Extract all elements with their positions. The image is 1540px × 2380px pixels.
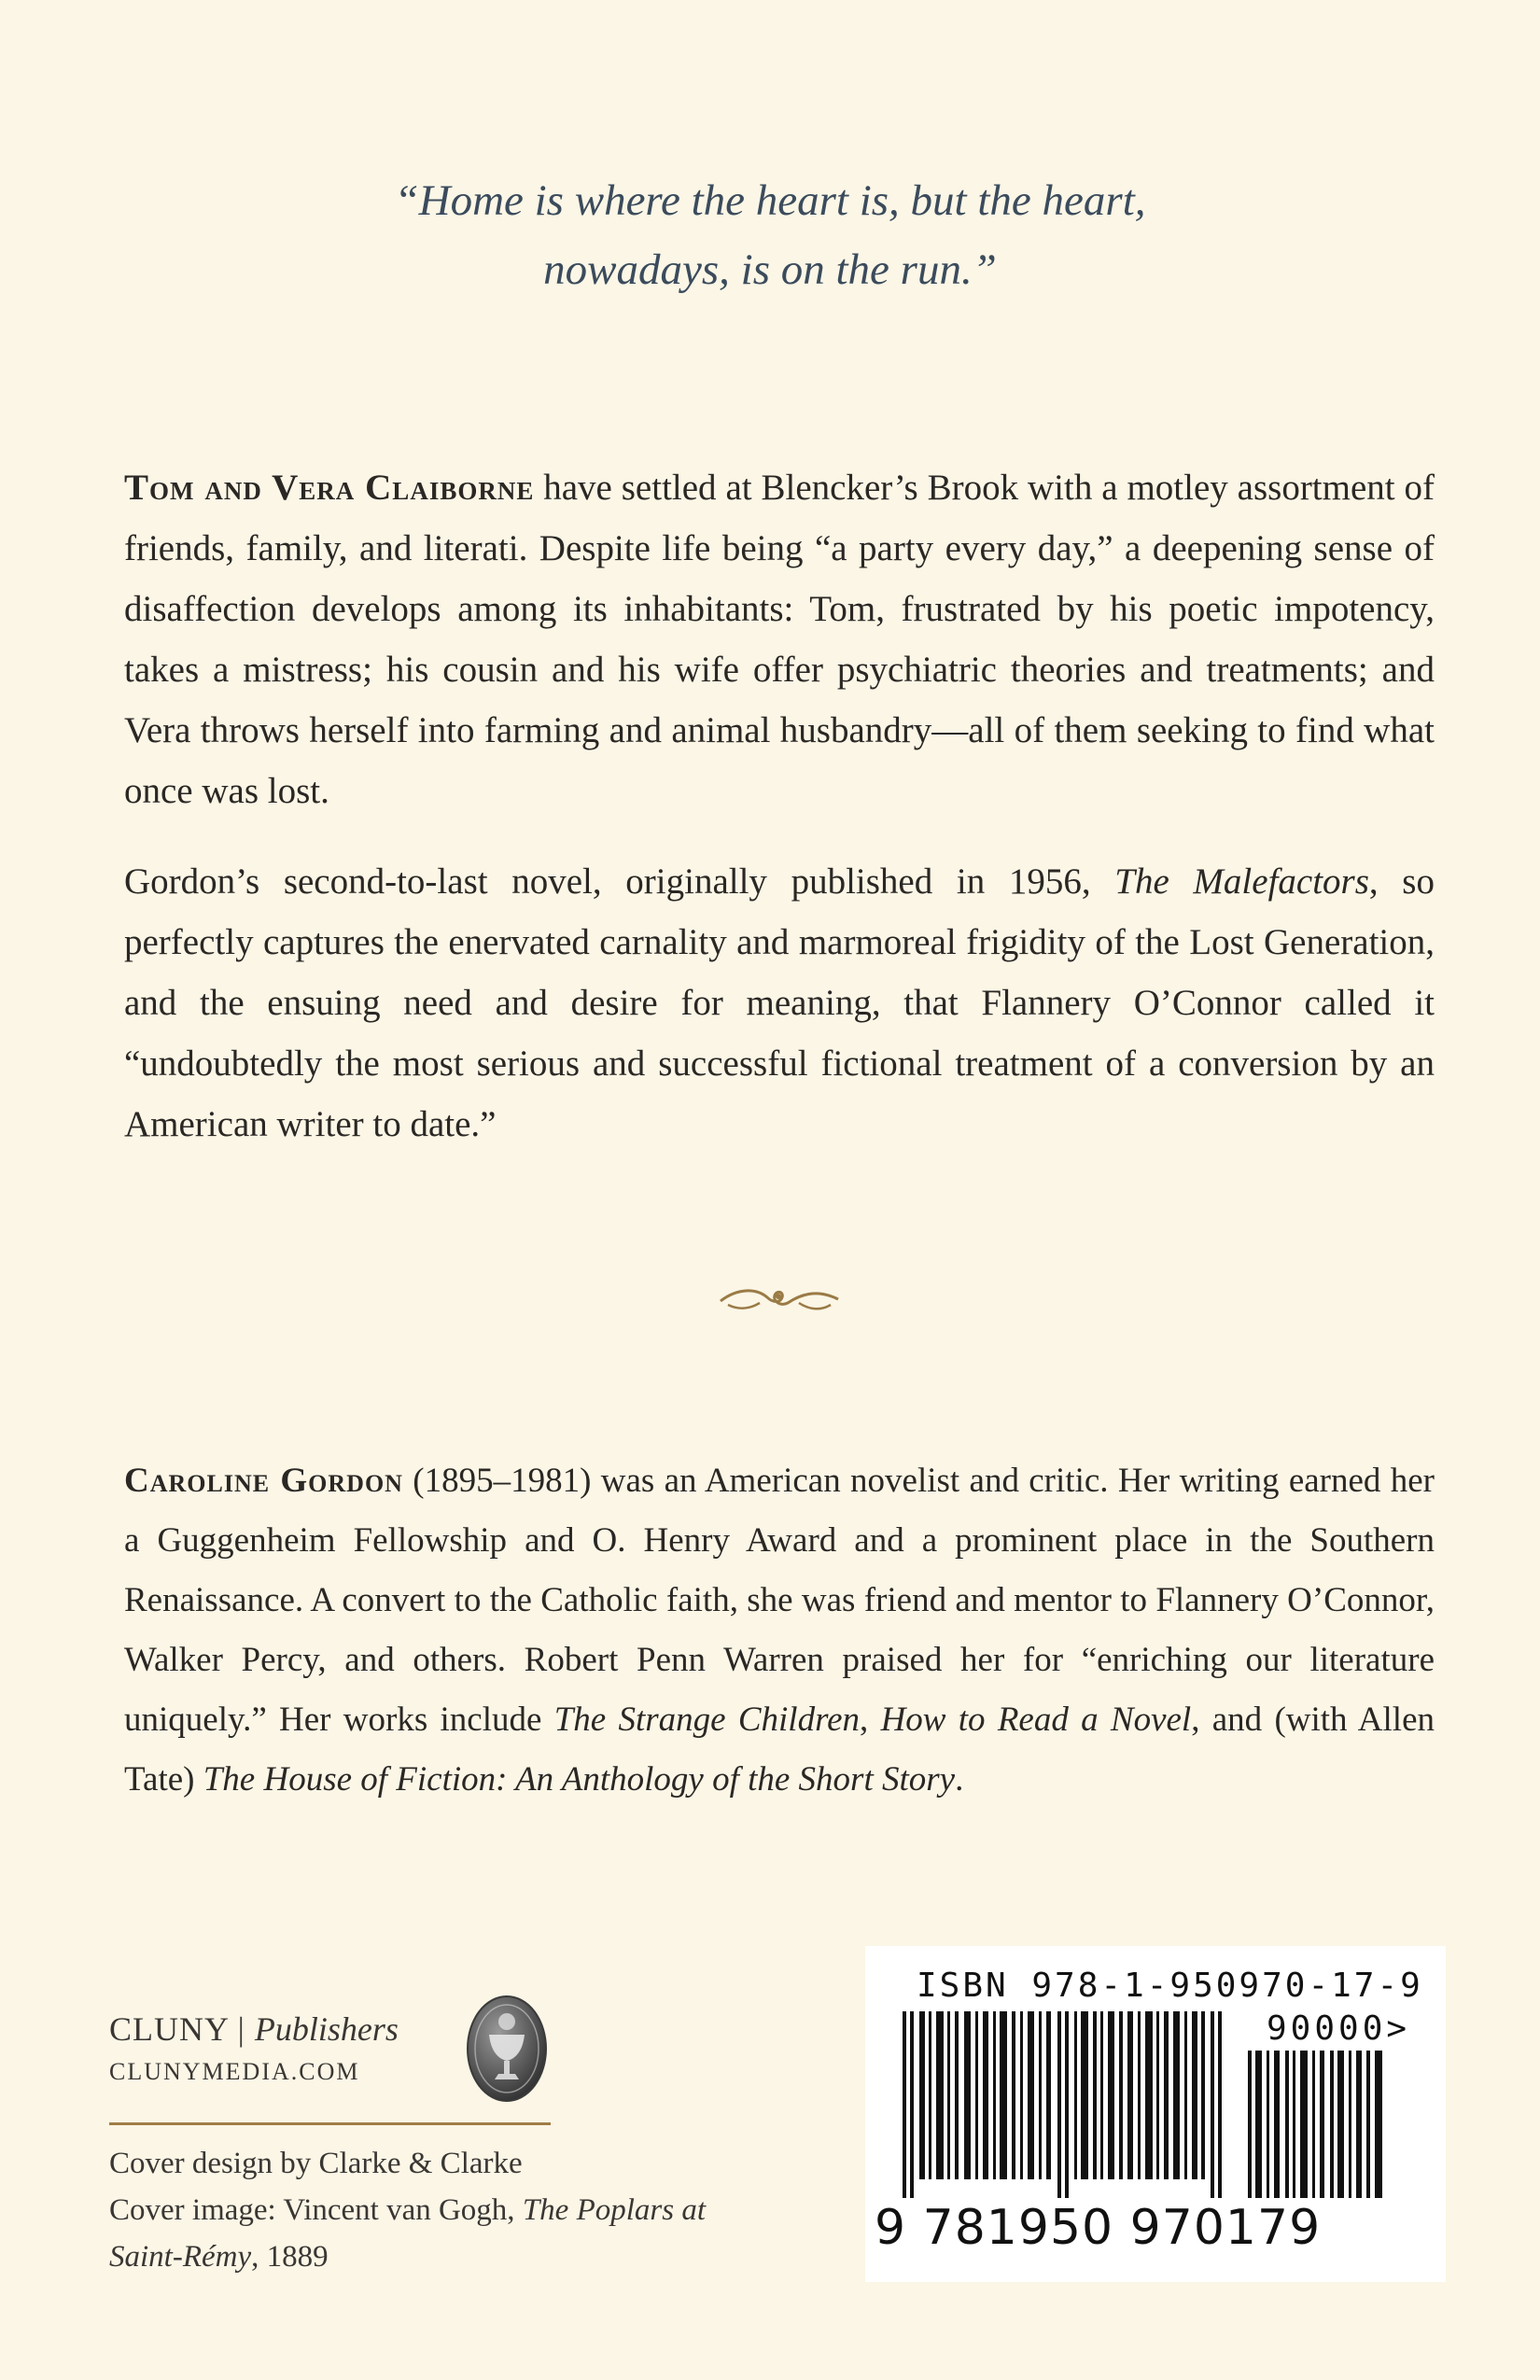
blurb-paragraph-1: [124, 457, 1435, 821]
credit-cover-image: [109, 2187, 763, 2280]
ean-digits: 9 781950 970179: [875, 2200, 1322, 2256]
publisher-divider: |: [237, 2010, 245, 2048]
publisher-website: CLUNYMEDIA.COM: [109, 2058, 360, 2085]
blurb-book-title: The Malefactors: [1114, 861, 1369, 902]
chalice-seal-icon: [465, 1994, 549, 2104]
blurb-paragraph-1-text: have settled at Blencker’s Brook with a motley assortment of friends, family, and literati. Despite life being “a party every day,” a deepening sense of disaffection develops among its inhabitants: Tom, frustrated by his poetic impotency, takes a mistress; his cousin and his wife offer psychiatric theories and treatments; and Vera throws herself into farming and animal husbandry—all of them seeking to find what once was lost.: [124, 468, 1435, 811]
author-bio: [124, 1451, 1435, 1810]
publisher-name: CLUNY: [109, 2010, 229, 2048]
blurb-paragraph-2-text-a: Gordon’s second-to-last novel, originally published in 1956,: [124, 861, 1115, 902]
epigraph-line-1: “Home is where the heart is, but the heart,: [394, 176, 1146, 225]
blurb-lead-names: Tom and Vera Claiborne: [124, 468, 535, 508]
credit-image-title: The Poplars at Saint-Rémy: [109, 2193, 706, 2274]
bio-paragraph: [124, 1451, 1435, 1810]
isbn-number: ISBN 978-1-950970-17-9: [917, 1967, 1423, 2005]
bio-text-b: , and (with Allen Tate): [124, 1701, 1435, 1799]
price-code: 90000>: [1267, 2009, 1411, 2048]
credit-image-suffix: , 1889: [251, 2240, 329, 2274]
addon-barcode: [1248, 2051, 1388, 2198]
bio-end: .: [955, 1760, 964, 1799]
ean-barcode: [903, 2011, 1239, 2198]
epigraph-line-2: nowadays, is on the run.”: [543, 245, 997, 294]
epigraph-quote: [168, 166, 1372, 304]
credit-cover-design: Cover design by Clarke & Clarke: [109, 2147, 523, 2180]
bio-author-name: Caroline Gordon: [124, 1462, 403, 1500]
bio-title-1: The Strange Children: [553, 1701, 861, 1739]
credit-image-prefix: Cover image: Vincent van Gogh,: [109, 2193, 523, 2227]
bio-text-a: (1895–1981) was an American novelist and critic. Her writing earned her a Guggenheim Fellowship and O. Henry Award and a prominent place in the Southern Renaissance. A convert to the Catholic faith, she was friend and mentor to Flannery O’Connor, Walker Percy, and others. Robert Penn Warren praised her for “enriching our literature uniquely.” Her works include: [124, 1462, 1435, 1739]
publisher-suffix: Publishers: [254, 2010, 399, 2048]
bio-separator: ,: [860, 1701, 881, 1739]
flourish-ornament-icon: [719, 1281, 840, 1318]
blurb-paragraph-2-text-b: , so perfectly captures the enervated carnality and marmoreal frigidity of the Lost Generation, and the ensuing need and desire for meaning, that Flannery O’Connor called it “undoubtedly the most serious and successful fictional treatment of a conversion by an American writer to date.”: [124, 861, 1435, 1144]
book-blurb: [124, 457, 1435, 1184]
bio-title-2: How to Read a Novel: [880, 1701, 1192, 1739]
blurb-paragraph-2: [124, 851, 1435, 1155]
barcode-block: [865, 1946, 1446, 2282]
bio-title-3: The House of Fiction: An Anthology of the Short Story: [203, 1760, 956, 1799]
cover-credits: [109, 2140, 763, 2280]
publisher-divider-rule: [109, 2122, 551, 2125]
